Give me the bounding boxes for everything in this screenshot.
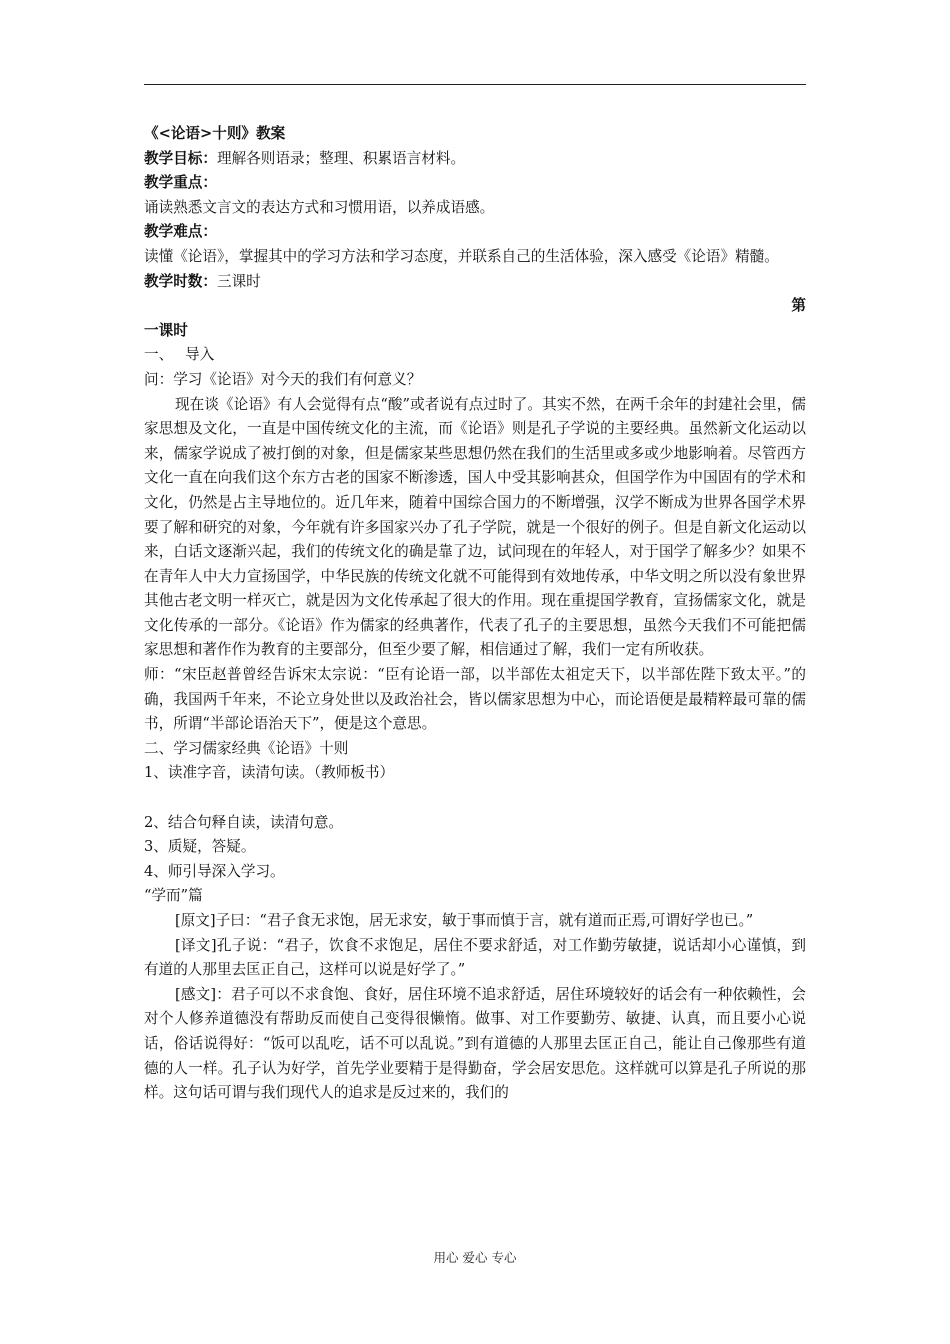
document-title: 《<论语>十则》教案 — [144, 125, 286, 142]
hours-label: 教学时数： — [144, 272, 217, 290]
document-body — [144, 122, 806, 1106]
hours-text: 三课时 — [216, 272, 261, 290]
original-text: [原文]子曰：“君子食无求饱，居无求安，敏于事而慎于言，就有道而正焉,可谓好学也已。” — [175, 912, 754, 929]
step-1: 1、读准字音，读清句读。（教师板书） — [144, 764, 395, 782]
focus-text: 诵读熟悉文言文的表达方式和习惯用语，以养成语感。 — [144, 198, 495, 216]
objectives-text: 理解各则语录；整理、积累语言材料。 — [216, 149, 466, 167]
focus-label: 教学重点： — [144, 174, 217, 192]
step-3: 3、质疑，答疑。 — [144, 838, 256, 856]
chapter-title: “学而”篇 — [144, 887, 203, 905]
intro-paragraph: 现在谈《论语》有人会觉得有点“酸”或者说有点过时了。其实不然，在两千余年的封建社会里，儒家思想及文化，一直是中国传统文化的主流，而《论语》则是孔子学说的主要经典。虽然新文化运动以来，儒家学说成了被打倒的对象，但是儒家某些思想仍然在我们的生活里或多或少地影响着。尽管西方文化一直在向我们这个东方古老的国家不断渗透，国人中受其影响甚众，但国学作为中国固有的学术和文化，仍然是占主导地位的。近几年来，随着中国综合国力的不断增强，汉学不断成为世界各国学术界要了解和研究的对象，今年就有许多国家兴办了孔子学院，就是一个很好的例子。但是自新文化运动以来，白话文逐渐兴起，我们的传统文化的确是靠了边，试问现在的年轻人，对于国学了解多少？如果不在青年人中大力宣扬国学，中华民族的传统文化就不可能得到有效地传承，中华文明之所以没有象世界其他古老文明一样灭亡，就是因为文化传承起了很大的作用。现在重提国学教育，宣扬儒家文化，就是文化传承的一部分。《论语》作为儒家的经典著作，代表了孔子的主要思想，虽然今天我们不可能把儒家思想和著作作为教育的主要部分，但至少要了解，相信通过了解，我们一定有所收获。 — [144, 395, 806, 659]
difficulty-label: 教学难点： — [144, 223, 217, 241]
step-4: 4、师引导深入学习。 — [144, 862, 285, 880]
question-line: 问：学习《论语》对今天的我们有何意义？ — [144, 370, 422, 388]
section2-heading: 二、学习儒家经典《论语》十则 — [144, 739, 349, 757]
lesson-heading-first-char: 第 — [791, 297, 806, 315]
reflection-text: [感文]：君子可以不求食饱、食好，居住环境不追求舒适，居住环境较好的话会有一种依赖性，会对个人修养道德没有帮助反而使自己变得很懒惰。做事、对工作要勤劳、敏捷、认真，而且要小心说话，俗话说得好：“饭可以乱吃，话不可以乱说。”到有道德的人那里去匡正自己，能让自己像那些有道德的人一样。孔子认为好学，首先学业要精于是得勤奋，学会居安思危。这样就可以算是孔子所说的那样。这句话可谓与我们现代人的追求是反过来的，我们的 — [144, 985, 806, 1102]
objectives-line — [144, 147, 806, 172]
section1-heading: 一、 导入 — [144, 346, 215, 364]
teacher-paragraph: 师：“宋臣赵普曾经告诉宋太宗说：“臣有论语一部，以半部佐太祖定天下，以半部佐陛下致太平。”的确，我国两千年来，不论立身处世以及政治社会，皆以儒家思想为中心，而论语便是最精粹最可靠的儒书，所谓“半部论语治天下”，便是这个意思。 — [144, 666, 806, 733]
lesson-heading-rest: 一课时 — [144, 321, 188, 339]
translation-text: [译文]孔子说：“君子，饮食不求饱足，居住不要求舒适，对工作勤劳敏捷，说话却小心谨慎，到有道的人那里去匡正自己，这样可以说是好学了。” — [144, 936, 806, 979]
objectives-label: 教学目标： — [144, 149, 217, 167]
step-2: 2、结合句释自读，读清句意。 — [144, 813, 344, 831]
blank-line — [144, 786, 806, 811]
header-rule — [144, 84, 806, 85]
page-footer: 用心 爱心 专心 — [433, 1250, 517, 1265]
hours-line — [144, 270, 806, 295]
difficulty-text: 读懂《论语》，掌握其中的学习方法和学习态度，并联系自己的生活体验，深入感受《论语》精髓。 — [144, 247, 779, 265]
